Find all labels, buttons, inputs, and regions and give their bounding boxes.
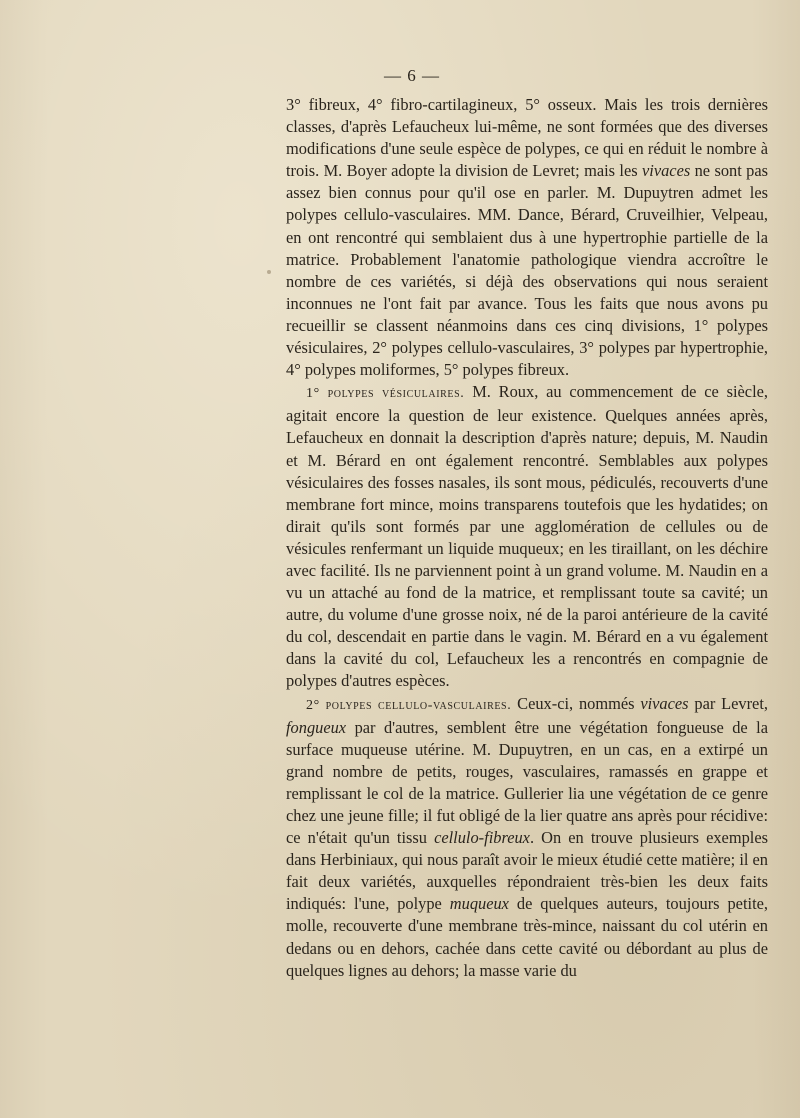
section-heading: 1° polypes vésiculaires. (306, 386, 465, 402)
paper-spot (267, 270, 271, 274)
section-heading: 2° polypes cellulo-vasculaires. (306, 697, 512, 713)
italic-term: vivaces (640, 693, 689, 713)
text-run: par d'autres, semblent être une végétation fongueuse de la surface muqueuse utérine. M. Dupuytren, en un cas, en a extirpé un grand nombre de petits, rouges, vasculaires, ramassés en grappe et remplissant le col de la matrice. Gullerier lia une végétation de ce genre chez une jeune fille; il fut obligé de la lier quatre ans après pour récidive: ce n'était qu'un tissu (286, 717, 768, 848)
text-run: . On en trouve plusieurs exemples dans Herbiniaux, qui nous paraît avoir le mieux étudié cette matière; il en fait deux variétés, auxquelles répondraient très-bien les deux faits indiqués: l'une, polype (286, 828, 768, 914)
text-run: M. Roux, au commencement de ce siècle, agitait encore la question de leur existence. Quelques années après, Lefaucheux en donnait la description d'après nature; depuis, M. Naudin et M. Bérard en ont également rencontré. Semblables aux polypes vésiculaires des fosses nasales, ils sont mous, pédiculés, recouverts d'une membrane fort mince, moins transparens toutefois que les hydatides; on dirait qu'ils sont formés par une agglomération de cellules ou de vésicules renfermant un liquide muqueux; en les tiraillant, on les déchire avec facilité. Ils ne parviennent point à un grand volume. M. Naudin en a vu un attaché au fond de la matrice, et remplissant toute sa cavité; un autre, du volume d'une grosse noix, né de la paroi antérieure de la cavité du col, descendait en partie dans le vagin. M. Bérard en a vu également dans la cavité du col, Lefaucheux les a rencontrés en compagnie de polypes d'autres espèces. (286, 382, 768, 691)
text-run: 3° fibreux, 4° fibro-cartilagineux, 5° osseux. Mais les trois dernières classes, d'après Lefaucheux lui-même, ne sont formées que des diverses modifications d'une seule espèce de polypes, ce qui en réduit le nombre à trois. M. Boyer adopte la division de Levret; mais les (286, 95, 768, 181)
text-run: par Levret, (688, 693, 768, 713)
paragraph (286, 381, 768, 692)
text-run: ne sont pas assez bien connus pour qu'il ose en parler. M. Dupuytren admet les polypes cellulo-vasculaires. MM. Dance, Bérard, Cruveilhier, Velpeau, en ont rencontré qui semblaient dus à une hypertrophie partielle de la matrice. Probablement l'anatomie pathologique viendra accroître le nombre de ces variétés, si déjà des observations qui nous seraient inconnues ne l'ont fait par avance. Tous les faits que nous avons pu recueillir se classent néanmoins dans ces cinq divisions, 1° polypes vésiculaires, 2° polypes cellulo-vasculaires, 3° polypes par hypertrophie, 4° polypes moliformes, 5° polypes fibreux. (286, 161, 768, 380)
page-number: — 6 — (384, 66, 440, 85)
italic-term: cellulo-fibreux (434, 828, 530, 848)
text-run: Ceux-ci, nommés (511, 693, 641, 713)
text-run: de quelques auteurs, toujours petite, molle, recouverte d'une membrane très-mince, naissant du col utérin en dedans ou en dehors, cachée dans cette cavité ou débordant au plus de quelques lignes au dehors; la masse varie du (286, 894, 768, 980)
paragraph (286, 94, 768, 381)
paragraph (286, 693, 768, 982)
italic-term: fongueux (286, 717, 347, 737)
text-column (286, 94, 768, 982)
italic-term: vivaces (642, 161, 691, 181)
italic-term: muqueux (449, 894, 509, 914)
